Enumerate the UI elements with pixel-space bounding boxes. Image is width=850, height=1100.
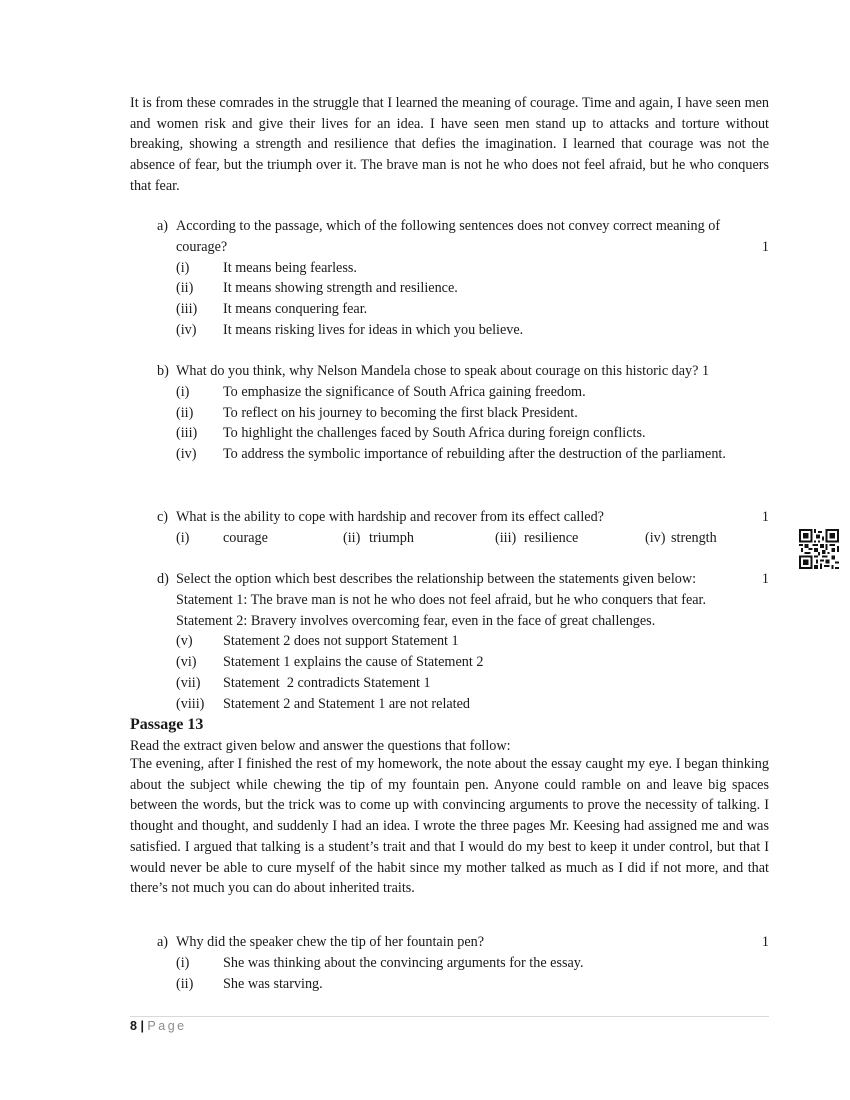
option [176,974,769,995]
option-number: (iv) [176,321,197,338]
option [176,299,769,320]
marks: 1 [761,509,769,525]
option-text: She was starving. [223,975,323,992]
option-text: It means conquering fear. [223,301,368,318]
option [176,278,769,299]
option-number: (vi) [176,654,197,671]
option-number: (v) [176,633,193,650]
question-a [157,216,769,341]
option-text: It means being fearless. [223,259,357,276]
option-number: (vii) [176,674,201,691]
option [176,258,769,279]
question-d [157,569,769,715]
option-text: Statement 2 and Statement 1 are not related [223,695,471,712]
option-number: (i) [176,383,190,400]
marks: 1 [761,571,769,587]
option-number: (ii) [176,975,194,992]
option-text: Statement 1 explains the cause of Statement 2 [223,654,484,671]
statement-1: Statement 1: The brave man is not he who does not feel afraid, but he who conquers that fear. [176,591,707,608]
option [176,673,769,694]
passage-title: Passage 13 [130,716,204,733]
option [176,382,769,403]
option-text: triumph [369,529,414,546]
footer-separator: | [140,1019,144,1033]
option-number: (ii) [343,529,361,546]
question-letter: d) [157,571,169,587]
statement-2: Statement 2: Bravery involves overcoming fear, even in the face of great challenges. [176,612,656,629]
option-text: It means risking lives for ideas in which you believe. [223,321,524,338]
question-text: According to the passage, which of the following sentences does not convey correct meaning of courage? [176,218,721,255]
option-number: (ii) [176,280,194,297]
option [176,320,769,341]
option [176,423,769,444]
option-text: To emphasize the significance of South Africa gaining freedom. [223,383,586,400]
option [176,953,769,974]
question-text: Why did the speaker chew the tip of her fountain pen? [176,934,485,950]
qr-code-icon [799,529,839,569]
option-text: It means showing strength and resilience. [223,280,458,297]
option [176,631,769,652]
option-text: resilience [524,529,579,546]
marks: 1 [761,934,769,950]
marks: 1 [761,238,769,255]
footer-divider [130,1016,769,1017]
intro-paragraph: It is from these comrades in the struggle that I learned the meaning of courage. Time and again, I have seen men and women risk and give their lives for an idea. I have seen men stand up to attacks and torture without breaking, showing a strength and resilience that defies the imagination. I learned that courage was not the absence of fear, but the triumph over it. The brave man is not he who does not feel afraid, but he who conquers that fear. [130,95,769,194]
option-text: courage [223,529,268,546]
option-text: To address the symbolic importance of rebuilding after the destruction of the parliament. [223,446,726,463]
option [176,652,769,673]
option-text: Statement 2 does not support Statement 1 [223,633,459,650]
option-text: To highlight the challenges faced by South Africa during foreign conflicts. [223,425,646,442]
option-number: (iv) [645,529,666,546]
page-label: Page [147,1019,187,1033]
passage-13-question-a [157,932,769,994]
option-text: To reflect on his journey to becoming the first black President. [223,404,578,421]
option [176,694,769,715]
option-number: (i) [176,529,190,546]
page-footer [130,1019,187,1033]
option-number: (viii) [176,695,205,712]
option-number: (ii) [176,404,194,421]
question-c [157,507,769,549]
page-number: 8 [130,1019,137,1033]
option-number: (iii) [495,529,517,546]
options-row [176,528,769,549]
question-letter: c) [157,509,169,525]
question-letter: a) [157,934,169,950]
question-text: What do you think, why Nelson Mandela chose to speak about courage on this historic day? 1 [176,363,710,379]
option-number: (iii) [176,301,198,318]
question-letter: b) [157,363,169,379]
option-number: (iii) [176,425,198,442]
question-text: What is the ability to cope with hardship and recover from its effect called? [176,509,604,525]
passage-paragraph: The evening, after I finished the rest of my homework, the note about the essay caught my eye. I began thinking about the subject while chewing the tip of my fountain pen. Anyone could ramble on and leave big spaces between the words, but the trick was to come up with convincing arguments to prove the necessity of talking. I thought and thought, and suddenly I had an idea. I wrote the three pages Mr. Keesing had assigned me and was satisfied. I argued that talking is a student’s trait and that I would do my best to keep it under control, but that I would never be able to cure myself of the habit since my mother talked as much as I did if not more, and that there’s not much you can do about inherited traits. [130,756,769,897]
option [176,444,769,465]
question-text: Select the option which best describes the relationship between the statements given below: [176,571,697,587]
option-text: Statement 2 contradicts Statement 1 [223,674,431,691]
option-text: strength [671,529,717,546]
question-letter: a) [157,218,169,234]
option-number: (i) [176,954,190,971]
option-text: She was thinking about the convincing arguments for the essay. [223,954,584,971]
option-number: (i) [176,259,190,276]
option [176,403,769,424]
passage-instruction: Read the extract given below and answer the questions that follow: [130,738,511,754]
question-b [157,361,769,465]
option-number: (iv) [176,446,197,463]
